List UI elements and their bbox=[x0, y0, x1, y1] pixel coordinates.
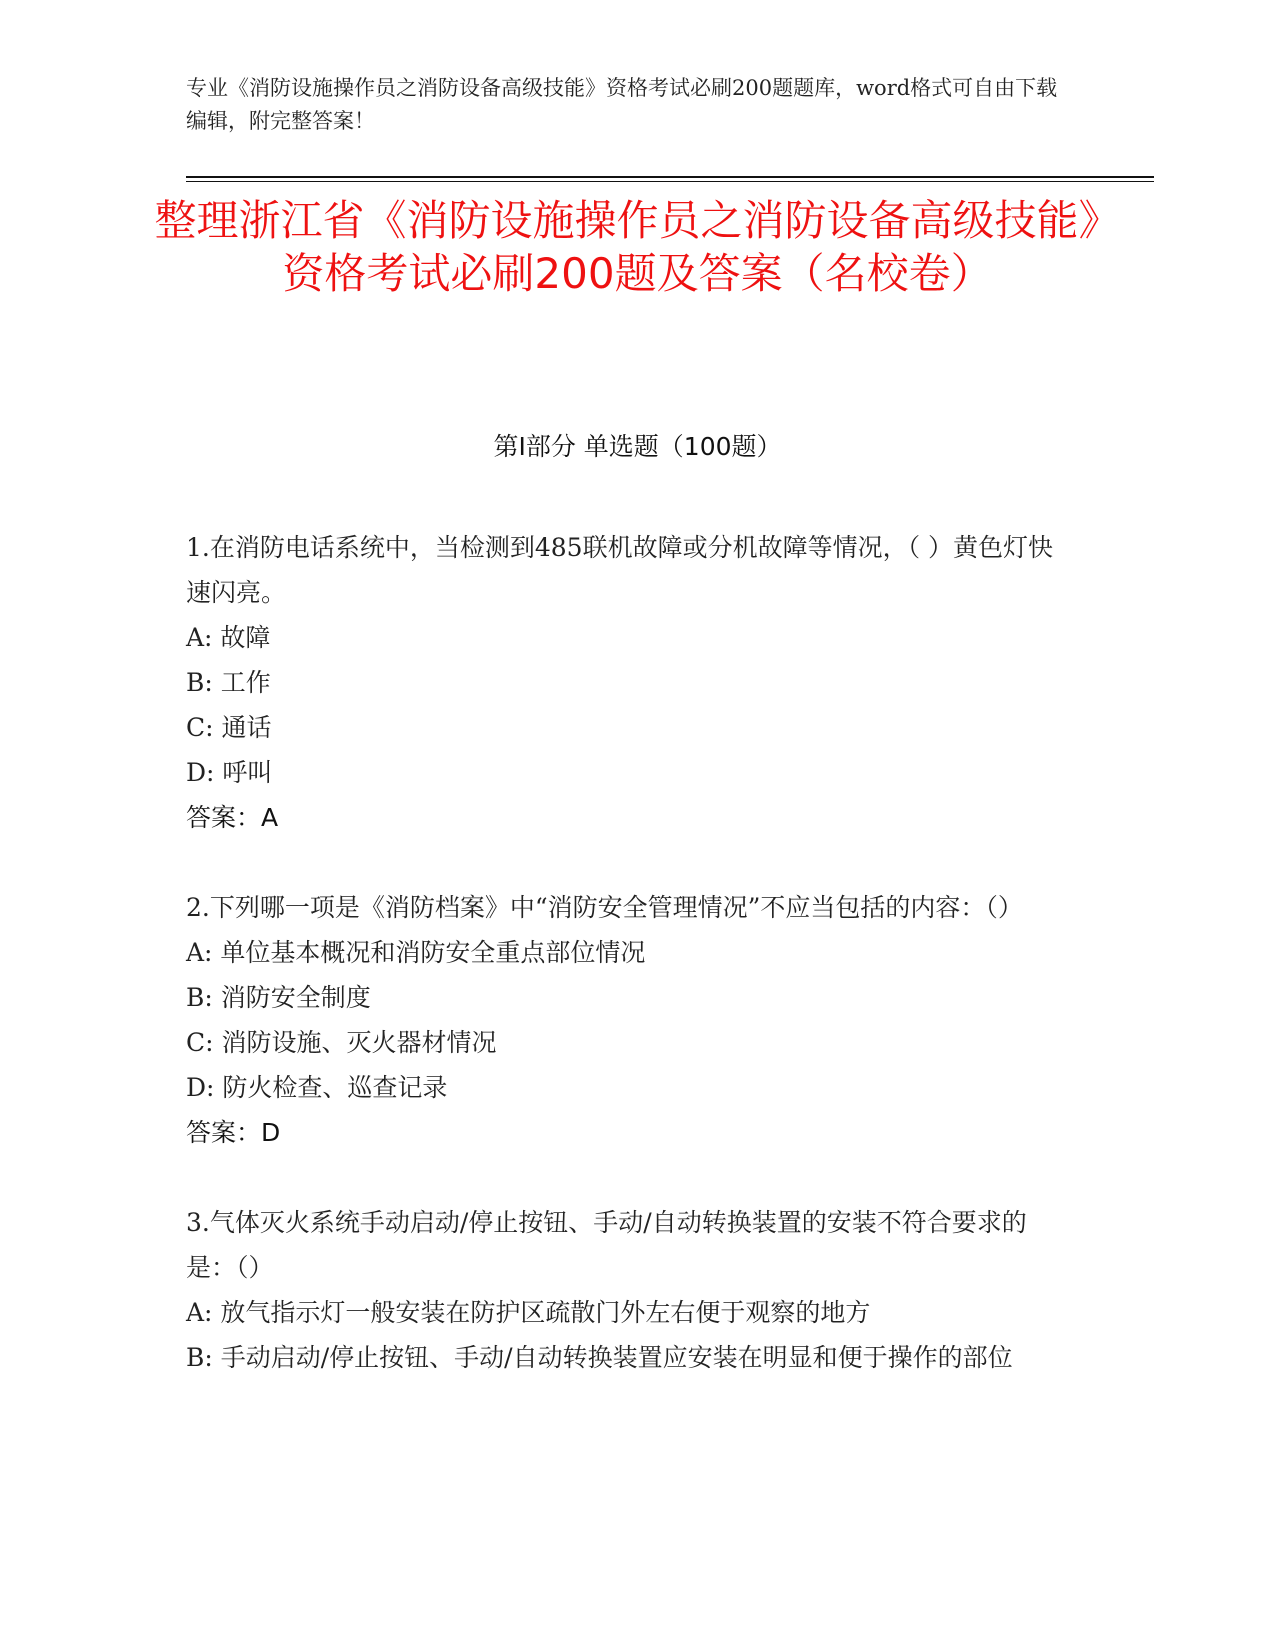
option-d: D: 呼叫 bbox=[186, 758, 273, 787]
option-a: A: 放气指示灯一般安装在防护区疏散门外左右便于观察的地方 bbox=[186, 1298, 871, 1327]
question-stem: 3.气体灭火系统手动启动/停止按钮、手动/自动转换装置的安装不符合要求的是：（） bbox=[186, 1208, 1027, 1282]
header-divider-thick bbox=[186, 176, 1154, 178]
option-a: A: 单位基本概况和消防安全重点部位情况 bbox=[186, 938, 646, 967]
header-note: 专业《消防设施操作员之消防设备高级技能》资格考试必刷200题题库，word格式可自由下载编辑，附完整答案！ bbox=[186, 76, 1058, 133]
question-3 bbox=[186, 1200, 1066, 1380]
option-c: C: 通话 bbox=[186, 713, 272, 742]
question-1 bbox=[186, 525, 1066, 840]
question-stem: 2.下列哪一项是《消防档案》中“消防安全管理情况”不应当包括的内容：（） bbox=[186, 893, 1023, 922]
question-stem: 1.在消防电话系统中，当检测到485联机故障或分机故障等情况，（ ）黄色灯快速闪亮。 bbox=[186, 533, 1054, 607]
answer: 答案：D bbox=[186, 1118, 281, 1147]
option-d: D: 防火检查、巡查记录 bbox=[186, 1073, 448, 1102]
header-divider-thin bbox=[186, 181, 1154, 182]
option-b: B: 工作 bbox=[186, 668, 271, 697]
question-list bbox=[186, 525, 1066, 1425]
document-title: 整理浙江省《消防设施操作员之消防设备高级技能》资格考试必刷200题及答案（名校卷） bbox=[154, 196, 1121, 298]
question-2 bbox=[186, 885, 1066, 1155]
option-b: B: 手动启动/停止按钮、手动/自动转换装置应安装在明显和便于操作的部位 bbox=[186, 1343, 1013, 1372]
section-title: 第I部分 单选题（100题） bbox=[493, 432, 782, 461]
option-b: B: 消防安全制度 bbox=[186, 983, 371, 1012]
option-a: A: 故障 bbox=[186, 623, 271, 652]
answer: 答案：A bbox=[186, 803, 279, 832]
option-c: C: 消防设施、灭火器材情况 bbox=[186, 1028, 497, 1057]
